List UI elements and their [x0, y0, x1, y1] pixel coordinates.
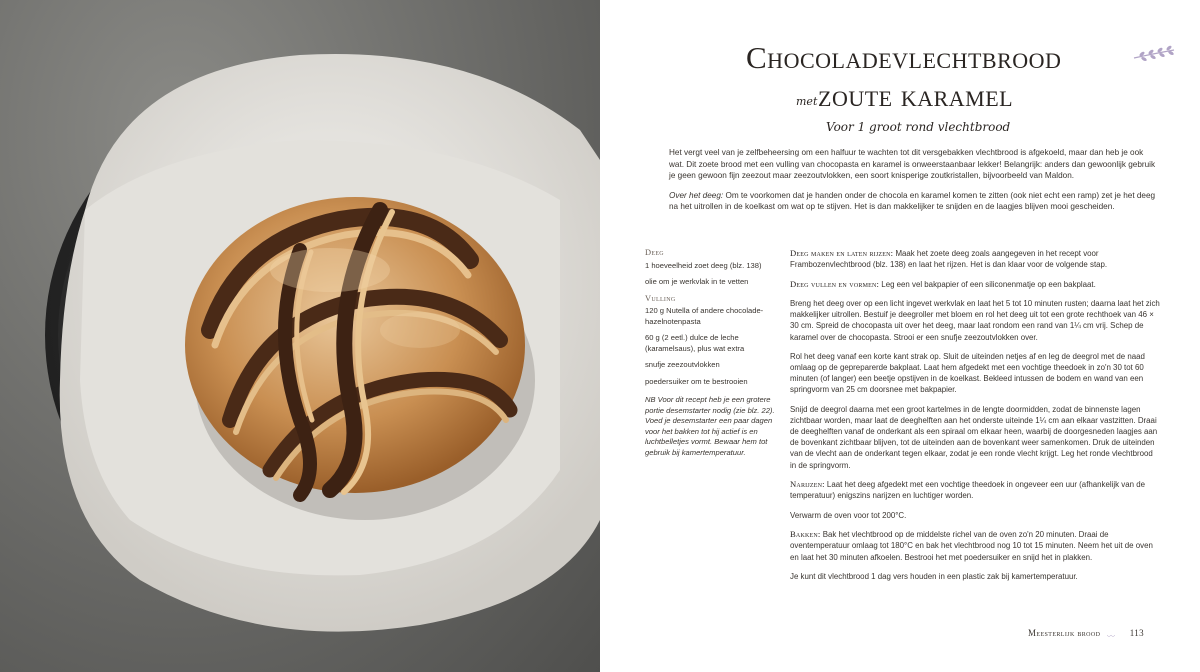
method-step-text: Leg een vel bakpapier of een siliconenmatje op een bakplaat. — [879, 279, 1096, 289]
recipe-title-line2 — [790, 78, 1013, 114]
recipe-title-met: met — [796, 95, 818, 108]
method-step — [790, 571, 1160, 582]
ingredients-heading-vulling: Vulling — [645, 293, 676, 303]
ingredient-item: olie om je werkvlak in te vetten — [645, 277, 749, 286]
method-step — [790, 510, 1160, 521]
recipe-title-line2-text: zoute karamel — [818, 78, 1014, 113]
recipe-intro — [669, 147, 1157, 221]
method-step-text: Snijd de deegrol daarna met een groot kartelmes in de lengte doormidden, zodat de binnenste lagen zichtbaar worden, maar laat de deeghelften aan het onderste uiteinde 1¼ cm aan elkaar vastzitten. Draai de deeghelften vanaf de onderkant als een spiraal om elkaar heen, waarbij de doorgesneden laagjes aan de bovenkant zichtbaar blijven, tot de uiteinden aan de bovenkant weer samenkomen. Druk de uiteinden van de vlecht aan de onderkant tegen elkaar, zodat je een ronde vlecht krijgt. Leg het ronde vlechtbrood in de springvorm. — [790, 405, 1158, 470]
method-step-heading: Deeg vullen en vormen: — [790, 278, 880, 289]
ingredient-item: 1 hoeveelheid zoet deeg (blz. 138) — [645, 260, 762, 270]
footer-section-title: Meesterlijk brood — [1028, 628, 1101, 638]
method-step-text: Breng het deeg over op een licht ingevet werkvlak en laat het 5 tot 10 minuten rusten; daarna laat het zich makkelijker uitrollen. Bestuif je deegroller met bloem en rol het deeg uit tot een grote rechthoek van 46 × 30 cm. Spreid de chocopasta uit over het deeg, maar laat rondom een rand van 1¼ cm vrij. Schep de karamel over de chocopasta. Strooi er een snufje zeezoutvlokken over. — [790, 299, 1160, 342]
method-step — [790, 279, 1160, 290]
recipe-page — [600, 0, 1200, 672]
page-footer — [1028, 628, 1145, 641]
ingredients-heading-deeg: Deeg — [645, 248, 664, 257]
method-step — [790, 529, 1160, 562]
intro-paragraph-2 — [669, 190, 1157, 213]
method-step-heading: Narijzen: — [790, 479, 825, 490]
intro-dough-note-text: Om te voorkomen dat je handen onder de chocola en karamel komen te zitten (ook niet echt een ramp) zet je het deeg na het uitrollen in de koelkast om wat op te stijven. Het is dan makkelijker te snijden en de laagjes blijven mooi gescheiden. — [669, 190, 1156, 212]
ingredients-column — [645, 248, 775, 459]
method-step — [790, 298, 1160, 342]
lavender-sprig-icon — [1132, 44, 1176, 64]
ingredient-item: poedersuiker om te bestrooien — [645, 376, 748, 386]
method-step-text: Bak het vlechtbrood op de middelste richel van de oven zo'n 20 minuten. Draai de oventemperatuur omlaag tot 180°C en bak het vlechtbrood nog 10 tot 15 minuten. Neem het uit de oven en laat het 30 minuten afkoelen. Bestrooi het met poedersuiker en snijd het in plakken. — [790, 530, 1153, 562]
method-step — [790, 351, 1160, 395]
method-step — [790, 248, 1160, 270]
page-number: 113 — [1129, 628, 1145, 638]
intro-paragraph-1: Het vergt veel van je zelfbeheersing om een halfuur te wachten tot dit versgebakken vlechtbrood is afgekoeld, maar dan heb je ook wat. Dit zoete brood met een vulling van chocopasta en karamel is onweerstaanbaar lekker! Belangrijk: anders dan gewoonlijk gebruik je geen gewoon fijn zeezout maar zeezoutvlokken, een soort knisperige zoutkristallen, bijvoorbeeld van Maldon. — [669, 148, 1156, 181]
method-step-heading: Deeg maken en laten rijzen: — [790, 248, 894, 258]
intro-dough-note-label: Over het deeg: — [669, 190, 724, 200]
ingredients-note: NB Voor dit recept heb je een grotere portie desemstarter nodig (zie blz. 22). Voed je desemstarter een paar dagen voor het bakken tot hij actief is en luchtbelletjes vormt. Bewaar hem tot gebruik bij kamertemperatuur. — [645, 395, 775, 457]
method-step-text: Laat het deeg afgedekt met een vochtige theedoek in ongeveer een uur (afhankelijk van de temperatuur) enigszins narijzen en luchtiger worden. — [790, 480, 1145, 501]
method-step-text: Verwarm de oven voor tot 200°C. — [790, 510, 907, 520]
method-step-heading: Bakken: — [790, 529, 821, 540]
lavender-ornament-icon: 〰 — [1107, 631, 1116, 641]
method-step — [790, 404, 1160, 471]
method-column — [790, 248, 1160, 591]
method-step-text: Maak het zoete deeg zoals aangegeven in het recept voor Frambozenvlechtbrood (blz. 138) en laat het rijzen. Het is dan klaar voor de volgende stap. — [790, 249, 1108, 270]
ingredient-item: snufje zeezoutvlokken — [645, 360, 720, 369]
method-step-text: Rol het deeg vanaf een korte kant strak op. Sluit de uiteinden netjes af en leg de deegrol met de naad omlaag op de gepreparerde bakplaat. Laat hem afgedekt met een vochtige theedoek in zo'n 30 tot 60 minuten (of langer) een beetje opstijven in de koelkast. Bekleed intussen de bodem en wand van een springvorm van 25 cm doorsnee met bakpapier. — [790, 352, 1145, 395]
ingredient-item: 120 g Nutella of andere chocolade-hazelnotenpasta — [645, 306, 764, 326]
method-step — [790, 479, 1160, 501]
recipe-title-line1: Chocoladevlechtbrood — [746, 40, 1062, 75]
recipe-yield: Voor 1 groot rond vlechtbrood — [826, 120, 1011, 134]
method-step-text: Je kunt dit vlechtbrood 1 dag vers houden in een plastic zak bij kamertemperatuur. — [790, 572, 1078, 582]
ingredient-item: 60 g (2 eetl.) dulce de leche (karamelsaus), plus wat extra — [645, 333, 745, 353]
